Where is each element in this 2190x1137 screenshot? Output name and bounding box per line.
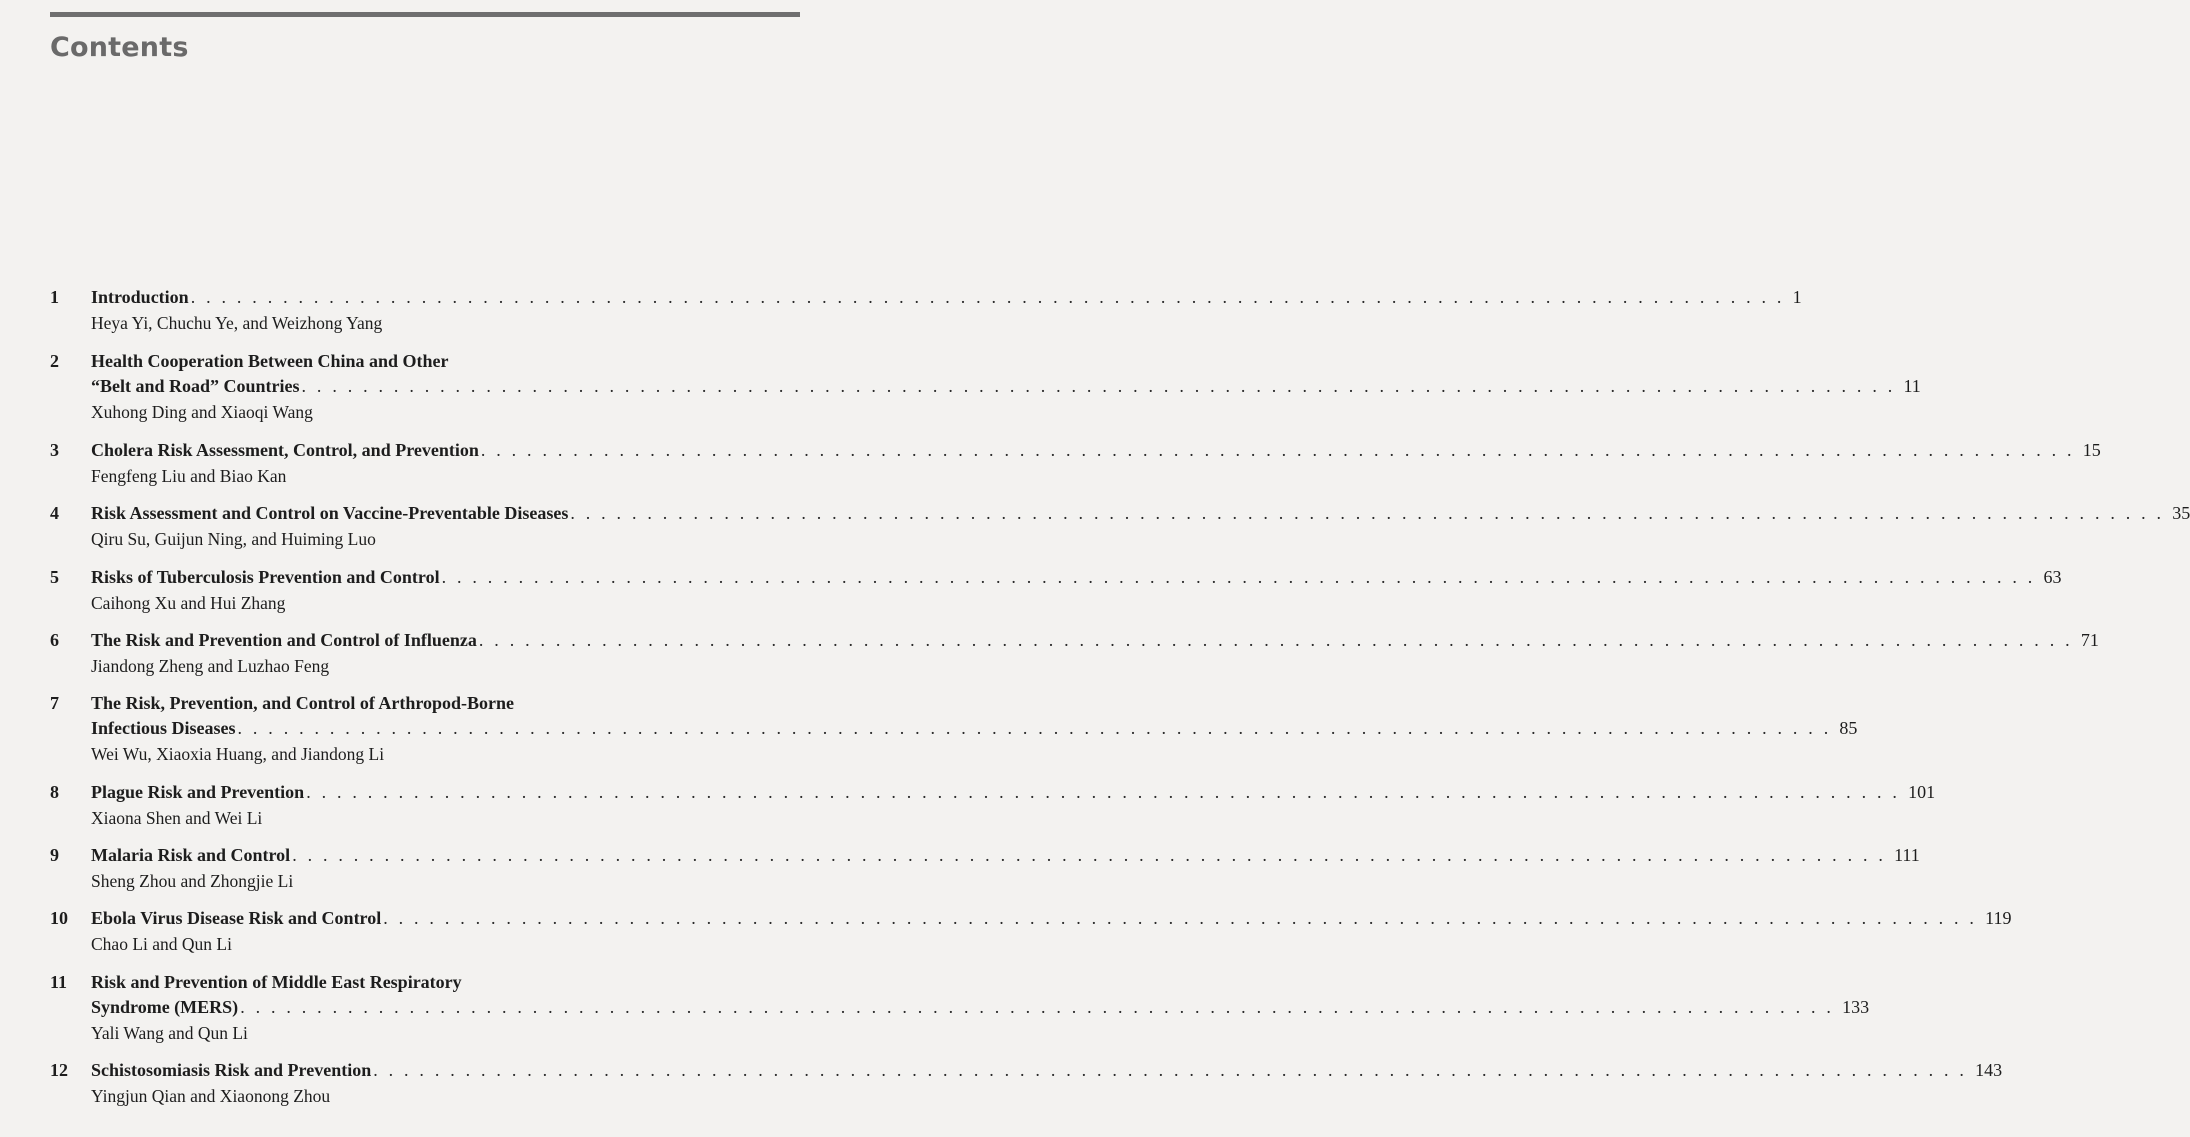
chapter-title-line	[91, 501, 2190, 526]
chapter-title-cont: “Belt and Road” Countries	[91, 376, 300, 396]
dot-leader: . . . . . . . . . . . . . . . . . . . . . . . . . . . . . . . . . . . . . . . . . . . . . . . . . . . . . . . . . . . . . . . . . . . . . . . . . . . . . . . . . . . . . . . . . . . . . . . . . . . . . . . .	[570, 503, 2165, 523]
chapter-title: Introduction	[91, 287, 189, 307]
chapter-number: 11	[50, 972, 68, 992]
chapter-number: 4	[50, 503, 59, 523]
chapter-authors: Caihong Xu and Hui Zhang	[91, 593, 286, 613]
chapter-authors: Xiaona Shen and Wei Li	[91, 808, 263, 828]
dot-leader: . . . . . . . . . . . . . . . . . . . . . . . . . . . . . . . . . . . . . . . . . . . . . . . . . . . . . . . . . . . . . . . . . . . . . . . . . . . . . . . . . . . . . . . . . . . . . . . . . . . . . . . .	[383, 908, 1978, 928]
chapter-authors: Chao Li and Qun Li	[91, 934, 232, 954]
chapter-number: 10	[50, 908, 68, 928]
chapter-authors: Yingjun Qian and Xiaonong Zhou	[91, 1086, 331, 1106]
chapter-title-line	[91, 374, 1921, 399]
chapter-title: The Risk, Prevention, and Control of Arthropod-Borne	[91, 693, 515, 713]
chapter-title: Cholera Risk Assessment, Control, and Prevention	[91, 440, 479, 460]
chapter-number: 1	[50, 287, 59, 307]
chapter-title-line	[91, 565, 2062, 590]
page-number: 85	[1839, 718, 1858, 738]
dot-leader: . . . . . . . . . . . . . . . . . . . . . . . . . . . . . . . . . . . . . . . . . . . . . . . . . . . . . . . . . . . . . . . . . . . . . . . . . . . . . . . . . . . . . . . . . . . . . . . . . . . . . . . .	[441, 567, 2036, 587]
chapter-number: 5	[50, 567, 59, 587]
chapter-title: Risk Assessment and Control on Vaccine-Preventable Diseases	[91, 503, 569, 523]
chapter-title-line	[91, 628, 2099, 653]
dot-leader: . . . . . . . . . . . . . . . . . . . . . . . . . . . . . . . . . . . . . . . . . . . . . . . . . . . . . . . . . . . . . . . . . . . . . . . . . . . . . . . . . . . . . . . . . . . . . . . . . . . . . . . .	[292, 845, 1887, 865]
page-number: 133	[1842, 997, 1870, 1017]
dot-leader: . . . . . . . . . . . . . . . . . . . . . . . . . . . . . . . . . . . . . . . . . . . . . . . . . . . . . . . . . . . . . . . . . . . . . . . . . . . . . . . . . . . . . . . . . . . . . . . . . . . . . . . .	[190, 287, 1785, 307]
dot-leader: . . . . . . . . . . . . . . . . . . . . . . . . . . . . . . . . . . . . . . . . . . . . . . . . . . . . . . . . . . . . . . . . . . . . . . . . . . . . . . . . . . . . . . . . . . . . . . . . . . . . . . . .	[237, 718, 1832, 738]
page-number: 15	[2082, 440, 2101, 460]
chapter-title: Malaria Risk and Control	[91, 845, 291, 865]
chapter-title: Plague Risk and Prevention	[91, 782, 305, 802]
chapter-title-line	[91, 843, 1920, 868]
page-number: 11	[1903, 376, 1921, 396]
chapter-title: Risks of Tuberculosis Prevention and Control	[91, 567, 440, 587]
chapter-number: 6	[50, 630, 59, 650]
chapter-title-cont: Infectious Diseases	[91, 718, 236, 738]
chapter-title-line	[91, 716, 1858, 741]
chapter-title: Risk and Prevention of Middle East Respiratory	[91, 972, 462, 992]
chapter-authors: Heya Yi, Chuchu Ye, and Weizhong Yang	[91, 313, 383, 333]
dot-leader: . . . . . . . . . . . . . . . . . . . . . . . . . . . . . . . . . . . . . . . . . . . . . . . . . . . . . . . . . . . . . . . . . . . . . . . . . . . . . . . . . . . . . . . . . . . . . . . . . . . . . . . .	[240, 997, 1835, 1017]
dot-leader: . . . . . . . . . . . . . . . . . . . . . . . . . . . . . . . . . . . . . . . . . . . . . . . . . . . . . . . . . . . . . . . . . . . . . . . . . . . . . . . . . . . . . . . . . . . . . . . . . . . . . . . .	[480, 440, 2075, 460]
chapter-number: 2	[50, 351, 59, 371]
chapter-title-cont: Syndrome (MERS)	[91, 997, 239, 1017]
dot-leader: . . . . . . . . . . . . . . . . . . . . . . . . . . . . . . . . . . . . . . . . . . . . . . . . . . . . . . . . . . . . . . . . . . . . . . . . . . . . . . . . . . . . . . . . . . . . . . . . . . . . . . . .	[478, 630, 2073, 650]
chapter-authors: Xuhong Ding and Xiaoqi Wang	[91, 402, 313, 422]
chapter-authors: Yali Wang and Qun Li	[91, 1023, 248, 1043]
chapter-number: 12	[50, 1060, 68, 1080]
dot-leader: . . . . . . . . . . . . . . . . . . . . . . . . . . . . . . . . . . . . . . . . . . . . . . . . . . . . . . . . . . . . . . . . . . . . . . . . . . . . . . . . . . . . . . . . . . . . . . . . . . . . . . . .	[301, 376, 1896, 396]
chapter-title-line	[91, 285, 1802, 310]
chapter-authors: Sheng Zhou and Zhongjie Li	[91, 871, 294, 891]
page-number: 63	[2043, 567, 2062, 587]
page-number: 119	[1985, 908, 2012, 928]
chapter-title-line	[91, 1058, 2003, 1083]
chapter-title: Ebola Virus Disease Risk and Control	[91, 908, 382, 928]
dot-leader: . . . . . . . . . . . . . . . . . . . . . . . . . . . . . . . . . . . . . . . . . . . . . . . . . . . . . . . . . . . . . . . . . . . . . . . . . . . . . . . . . . . . . . . . . . . . . . . . . . . . . . . .	[306, 782, 1901, 802]
chapter-number: 8	[50, 782, 59, 802]
page-number: 35	[2172, 503, 2190, 523]
top-rule	[50, 12, 800, 17]
chapter-title: The Risk and Prevention and Control of Influenza	[91, 630, 477, 650]
chapter-authors: Qiru Su, Guijun Ning, and Huiming Luo	[91, 529, 376, 549]
chapter-title: Health Cooperation Between China and Other	[91, 351, 449, 371]
chapter-number: 7	[50, 693, 59, 713]
page-number: 71	[2080, 630, 2099, 650]
dot-leader: . . . . . . . . . . . . . . . . . . . . . . . . . . . . . . . . . . . . . . . . . . . . . . . . . . . . . . . . . . . . . . . . . . . . . . . . . . . . . . . . . . . . . . . . . . . . . . . . . . . . . . . .	[373, 1060, 1968, 1080]
page-number: 101	[1908, 782, 1936, 802]
chapter-authors: Fengfeng Liu and Biao Kan	[91, 466, 287, 486]
chapter-number: 3	[50, 440, 59, 460]
chapter-title-line	[91, 995, 1870, 1020]
page-number: 1	[1792, 287, 1802, 307]
page-number: 143	[1975, 1060, 2003, 1080]
chapter-number: 9	[50, 845, 59, 865]
chapter-title-line	[91, 780, 1936, 805]
chapter-title: Schistosomiasis Risk and Prevention	[91, 1060, 372, 1080]
chapter-title-line	[91, 906, 2012, 931]
chapter-title-line	[91, 438, 2101, 463]
chapter-authors: Wei Wu, Xiaoxia Huang, and Jiandong Li	[91, 744, 385, 764]
page-title: Contents	[50, 32, 189, 63]
chapter-authors: Jiandong Zheng and Luzhao Feng	[91, 656, 330, 676]
page-number: 111	[1894, 845, 1920, 865]
